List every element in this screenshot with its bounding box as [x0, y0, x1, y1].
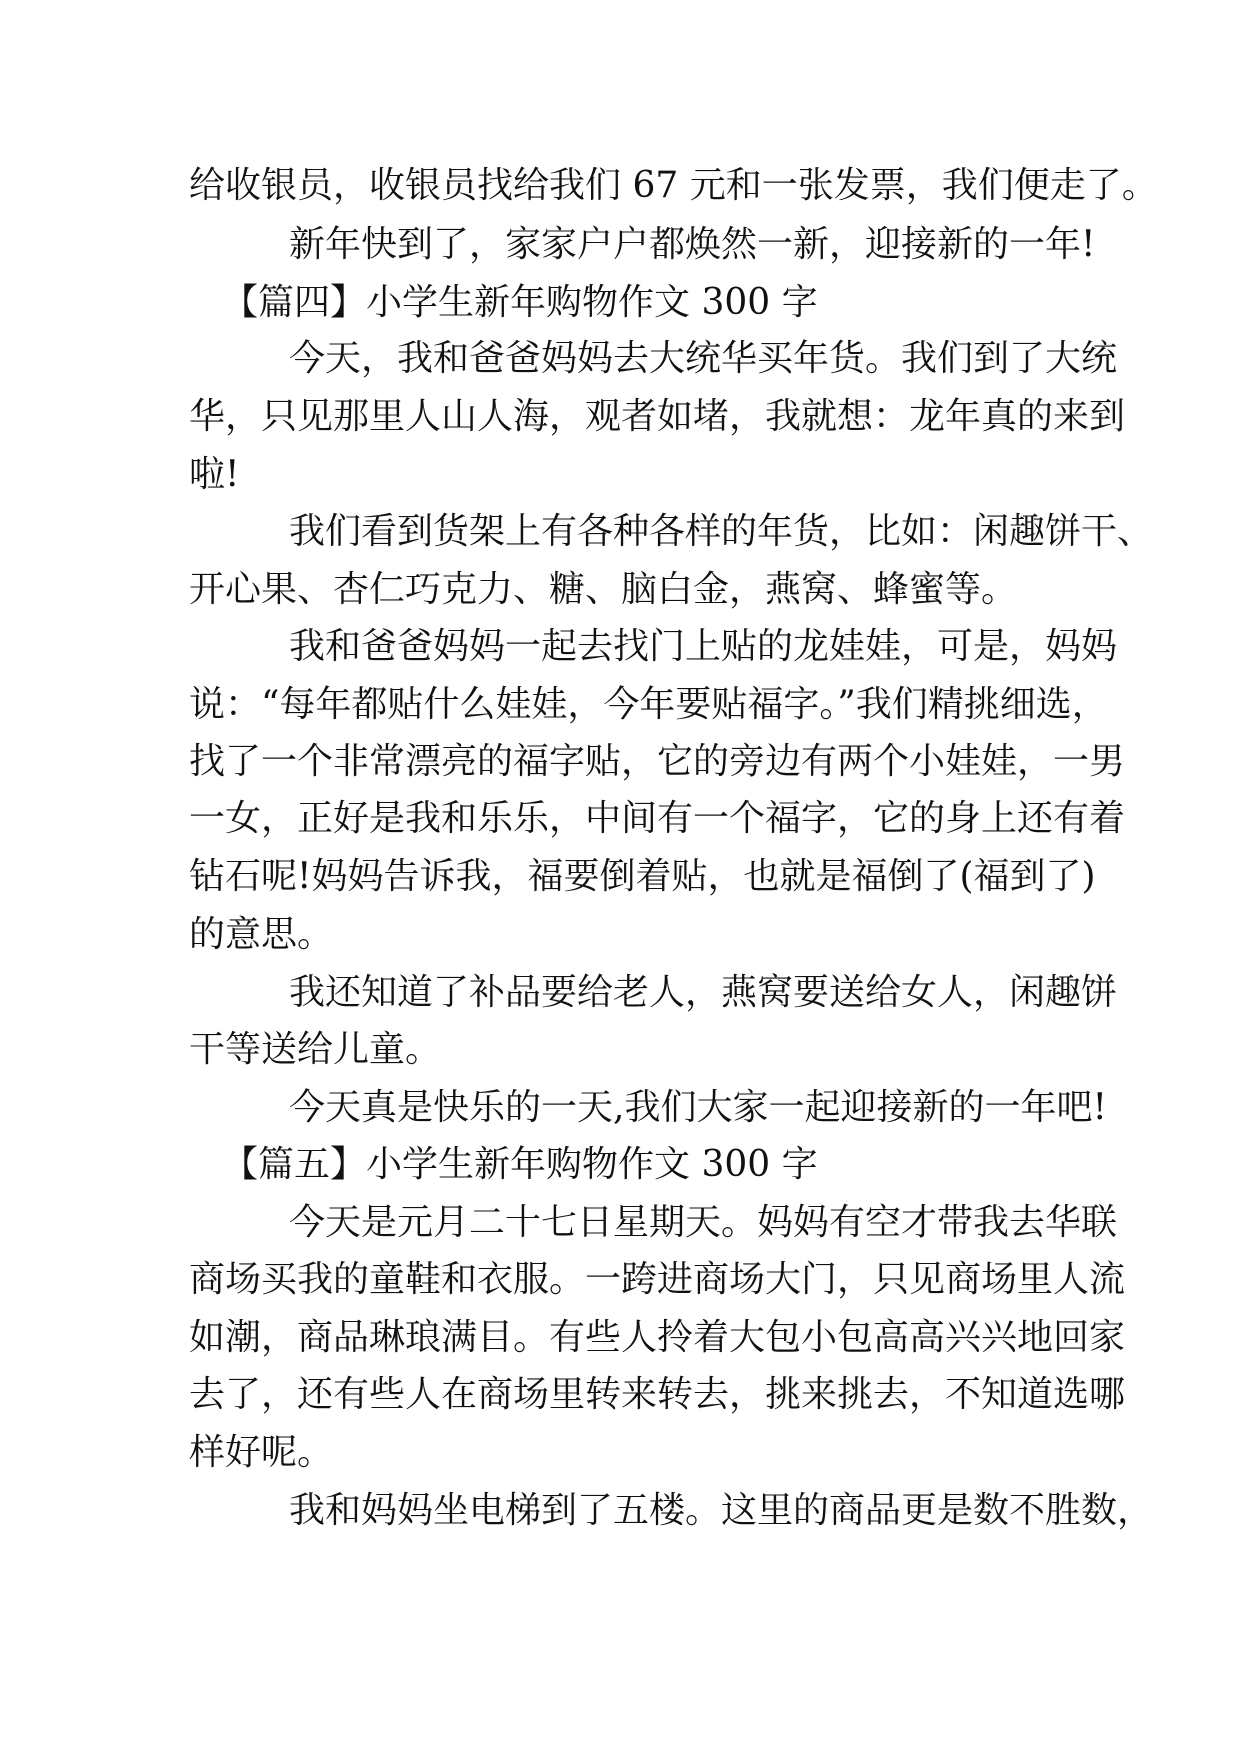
section-heading: 【篇四】小学生新年购物作文 300 字	[222, 282, 818, 323]
paragraph-line: 今天是元月二十七日星期天。妈妈有空才带我去华联	[289, 1202, 1118, 1243]
section-heading: 【篇五】小学生新年购物作文 300 字	[222, 1144, 818, 1185]
paragraph-line: 钻石呢!妈妈告诉我，福要倒着贴，也就是福倒了(福到了)	[189, 856, 1096, 897]
paragraph-line: 的意思。	[189, 914, 334, 955]
paragraph-line: 今天，我和爸爸妈妈去大统华买年货。我们到了大统	[289, 338, 1118, 379]
paragraph-line: 我和爸爸妈妈一起去找门上贴的龙娃娃，可是，妈妈	[289, 626, 1118, 667]
paragraph-line: 给收银员，收银员找给我们 67 元和一张发票，我们便走了。	[189, 165, 1158, 206]
paragraph-line: 去了，还有些人在商场里转来转去，挑来挑去，不知道选哪	[189, 1374, 1126, 1415]
paragraph-line: 新年快到了，家家户户都焕然一新，迎接新的一年!	[289, 224, 1096, 265]
paragraph-line: 我们看到货架上有各种各样的年货，比如：闲趣饼干、	[289, 511, 1154, 552]
paragraph-line: 今天真是快乐的一天,我们大家一起迎接新的一年吧!	[289, 1087, 1107, 1128]
paragraph-line: 啦!	[189, 454, 240, 495]
paragraph-line: 开心果、杏仁巧克力、糖、脑白金，燕窝、蜂蜜等。	[189, 569, 1018, 610]
paragraph-line: 如潮，商品琳琅满目。有些人拎着大包小包高高兴兴地回家	[189, 1317, 1126, 1358]
paragraph-line: 商场买我的童鞋和衣服。一跨进商场大门，只见商场里人流	[189, 1259, 1126, 1300]
paragraph-line: 我还知道了补品要给老人，燕窝要送给女人，闲趣饼	[289, 972, 1118, 1013]
paragraph-line: 干等送给儿童。	[189, 1029, 442, 1070]
paragraph-line: 说：“每年都贴什么娃娃，今年要贴福字。”我们精挑细选，	[189, 684, 1108, 725]
paragraph-line: 找了一个非常漂亮的福字贴，它的旁边有两个小娃娃，一男	[189, 741, 1126, 782]
paragraph-line: 华，只见那里人山人海，观者如堵，我就想：龙年真的来到	[189, 396, 1126, 437]
paragraph-line: 一女，正好是我和乐乐，中间有一个福字，它的身上还有着	[189, 798, 1126, 839]
paragraph-line: 我和妈妈坐电梯到了五楼。这里的商品更是数不胜数，	[289, 1490, 1154, 1531]
paragraph-line: 样好呢。	[189, 1432, 334, 1473]
